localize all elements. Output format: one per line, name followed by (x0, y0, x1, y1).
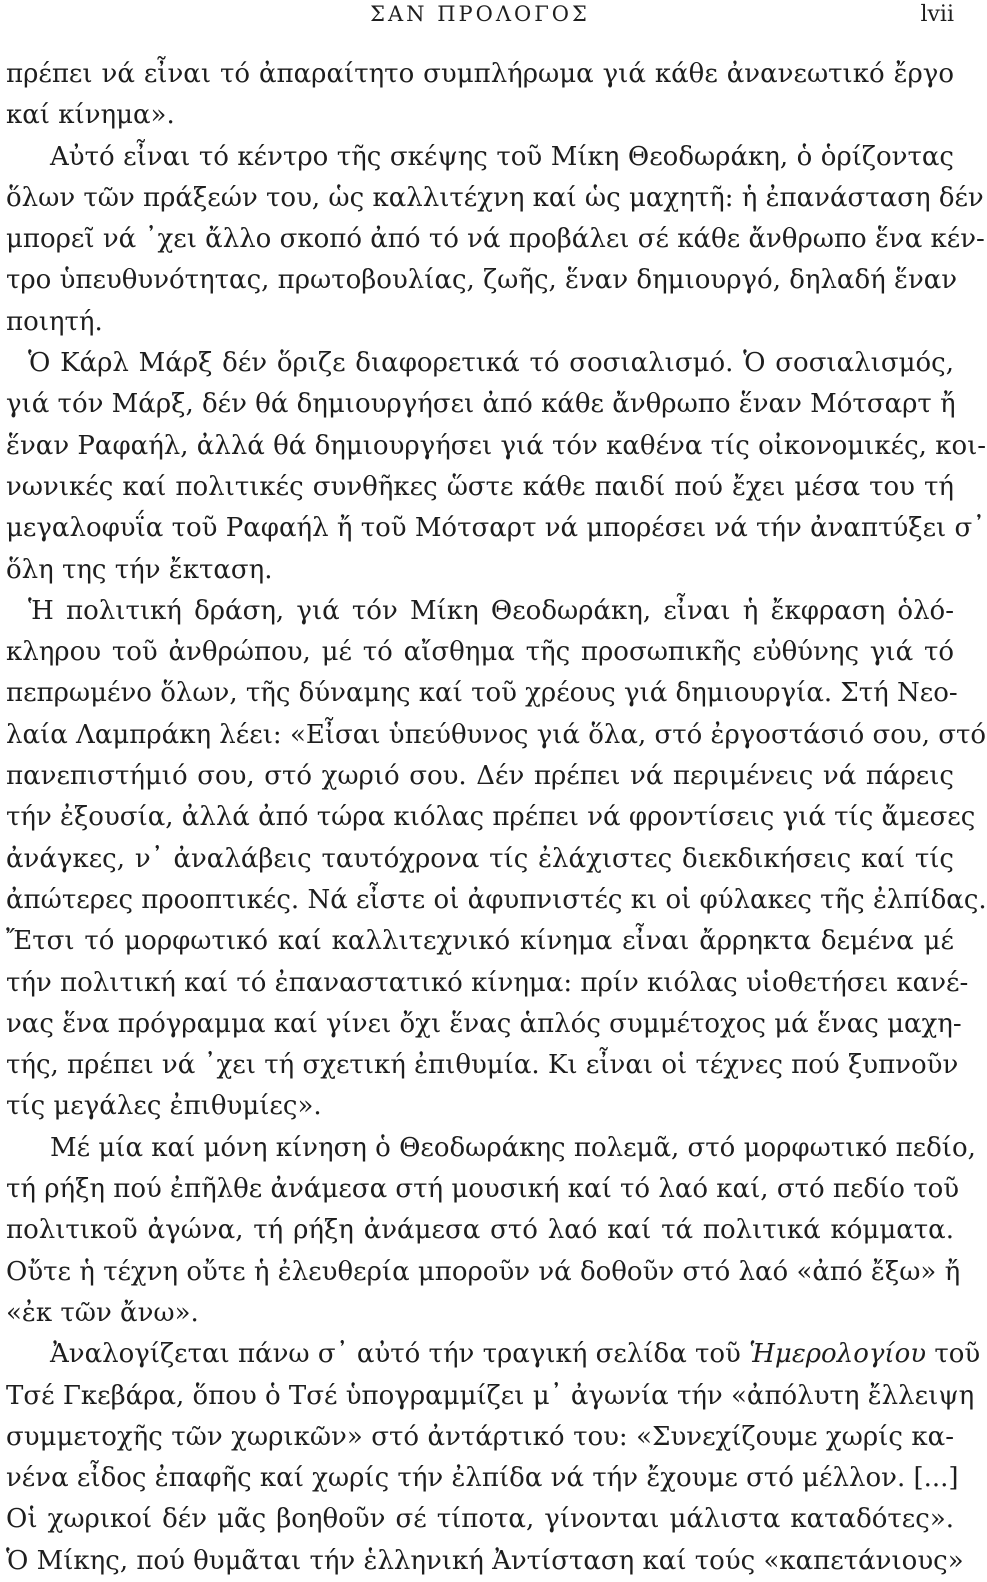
text-line: τή ρήξη πού ἐπῆλθε ἀνάμεσα στή μουσική καί τό λαό καί, στό πεδίο τοῦ (6, 1174, 960, 1205)
page-number: lvii (920, 2, 954, 27)
text-line: Τσέ Γκεβάρα, ὅπου ὁ Τσέ ὑπογραμμίζει μ᾽ ἀγωνία τήν «ἀπόλυτη ἔλλειψη (6, 1380, 975, 1411)
text-line: λαία Λαμπράκη λέει: «Εἶσαι ὑπεύθυνος γιά ὅλα, στό ἐργοστάσιό σου, στό (6, 719, 987, 750)
text-line: ποιητή. (6, 306, 103, 337)
text-line: πρέπει νά εἶναι τό ἀπαραίτητο συμπλήρωμα γιά κάθε ἀνανεωτικό ἔργο (6, 59, 954, 89)
text-segment: τοῦ (934, 1339, 981, 1370)
text-line: μπορεῖ νά ᾽χει ἄλλο σκοπό ἀπό τό νά προβάλει σέ κάθε ἄνθρωπο ἕνα κέν- (6, 224, 985, 255)
text-line: κληρου τοῦ ἀνθρώπου, μέ τό αἴσθημα τῆς προσωπικῆς εὐθύνης γιά τό (6, 637, 954, 668)
text-line: γιά τόν Μάρξ, δέν θά δημιουργήσει ἀπό κάθε ἄνθρωπο ἕναν Μότσαρτ ἤ (6, 389, 956, 420)
text-line: τρο ὑπευθυνότητας, πρωτοβουλίας, ζωῆς, ἕναν δημιουργό, δηλαδή ἕναν (6, 265, 958, 296)
running-title: ΣΑΝ ΠΡΟΛΟΓΟΣ (370, 2, 590, 26)
text-line: ὅλη της τήν ἔκταση. (6, 554, 273, 585)
text-line: πολιτικοῦ ἀγώνα, τή ρήξη ἀνάμεσα στό λαό καί τά πολιτικά κόμματα. (6, 1215, 954, 1246)
text-line: νένα εἶδος ἐπαφῆς καί χωρίς τήν ἐλπίδα νά τήν ἔχουμε στό μέλλον. [...] (6, 1463, 959, 1494)
text-line: «ἐκ τῶν ἄνω». (6, 1297, 199, 1328)
text-line: τίς μεγάλες ἐπιθυμίες». (6, 1091, 322, 1122)
text-line: Ἡ πολιτική δράση, γιά τόν Μίκη Θεοδωράκη, εἶναι ἡ ἔκφραση ὁλό- (28, 595, 954, 626)
text-line: μεγαλοφυΐα τοῦ Ραφαήλ ἤ τοῦ Μότσαρτ νά μπορέσει νά τήν ἀναπτύξει σ᾽ (6, 513, 986, 544)
text-line: νας ἕνα πρόγραμμα καί γίνει ὄχι ἕνας ἁπλός συμμέτοχος μά ἕνας μαχη- (6, 1008, 962, 1039)
text-line: τής, πρέπει νά ᾽χει τή σχετική ἐπιθυμία. Κι εἶναι οἱ τέχνες πού ξυπνοῦν (6, 1050, 959, 1081)
text-line: συμμετοχῆς τῶν χωρικῶν» στό ἀντάρτικό του: «Συνεχίζουμε χωρίς κα- (6, 1421, 954, 1452)
text-line: Οὔτε ἡ τέχνη οὔτε ἡ ἐλευθερία μποροῦν νά δοθοῦν στό λαό «ἀπό ἔξω» ἤ (6, 1256, 961, 1287)
text-line: Οἱ χωρικοί δέν μᾶς βοηθοῦν σέ τίποτα, γίνονται μάλιστα καταδότες». (6, 1504, 954, 1535)
running-header (0, 0, 960, 36)
text-line: Αὐτό εἶναι τό κέντρο τῆς σκέψης τοῦ Μίκη Θεοδωράκη, ὁ ὁρίζοντας (50, 141, 954, 172)
text-line: πανεπιστήμιό σου, στό χωριό σου. Δέν πρέπει νά περιμένεις νά πάρεις (6, 761, 954, 792)
text-line: πεπρωμένο ὅλων, τῆς δύναμης καί τοῦ χρέους γιά δημιουργία. Στή Νεο- (6, 678, 958, 709)
italic-book-title: Ἡμερολογίου (749, 1339, 927, 1370)
text-line: τήν πολιτική καί τό ἐπαναστατικό κίνημα: πρίν κιόλας υἱοθετήσει κανέ- (6, 967, 969, 998)
text-line: ἀνάγκες, ν᾽ ἀναλάβεις ταυτόχρονα τίς ἐλάχιστες διεκδικήσεις καί τίς (6, 843, 954, 874)
text-segment: Ἀναλογίζεται πάνω σ᾽ αὐτό τήν τραγική σελίδα τοῦ (50, 1339, 741, 1370)
text-line: τήν ἐξουσία, ἀλλά ἀπό τώρα κιόλας πρέπει νά φροντίσεις γιά τίς ἄμεσες (6, 802, 976, 833)
text-line (6, 1334, 981, 1375)
text-line: Μέ μία καί μόνη κίνηση ὁ Θεοδωράκης πολεμᾶ, στό μορφωτικό πεδίο, (50, 1132, 976, 1163)
text-line: Ἔτσι τό μορφωτικό καί καλλιτεχνικό κίνημα εἶναι ἄρρηκτα δεμένα μέ (6, 926, 954, 957)
text-line: ἀπώτερες προοπτικές. Νά εἶστε οἱ ἀφυπνιστές κι οἱ φύλακες τῆς ἐλπίδας. (6, 884, 987, 915)
text-line: Ὁ Κάρλ Μάρξ δέν ὅριζε διαφορετικά τό σοσιαλισμό. Ὁ σοσιαλισμός, (28, 348, 954, 379)
body-text (6, 54, 987, 1582)
text-line: νωνικές καί πολιτικές συνθῆκες ὥστε κάθε παιδί πού ἔχει μέσα του τή (6, 471, 954, 502)
text-line: ἕναν Ραφαήλ, ἀλλά θά δημιουργήσει γιά τόν καθένα τίς οἰκονομικές, κοι- (6, 430, 987, 461)
text-line: Ὁ Μίκης, πού θυμᾶται τήν ἑλληνική Ἀντίσταση καί τούς «καπετάνιους» (6, 1545, 964, 1576)
text-line: καί κίνημα». (6, 100, 175, 131)
text-line: ὅλων τῶν πράξεών του, ὡς καλλιτέχνη καί ὡς μαχητῆ: ἡ ἐπανάσταση δέν (6, 182, 984, 213)
